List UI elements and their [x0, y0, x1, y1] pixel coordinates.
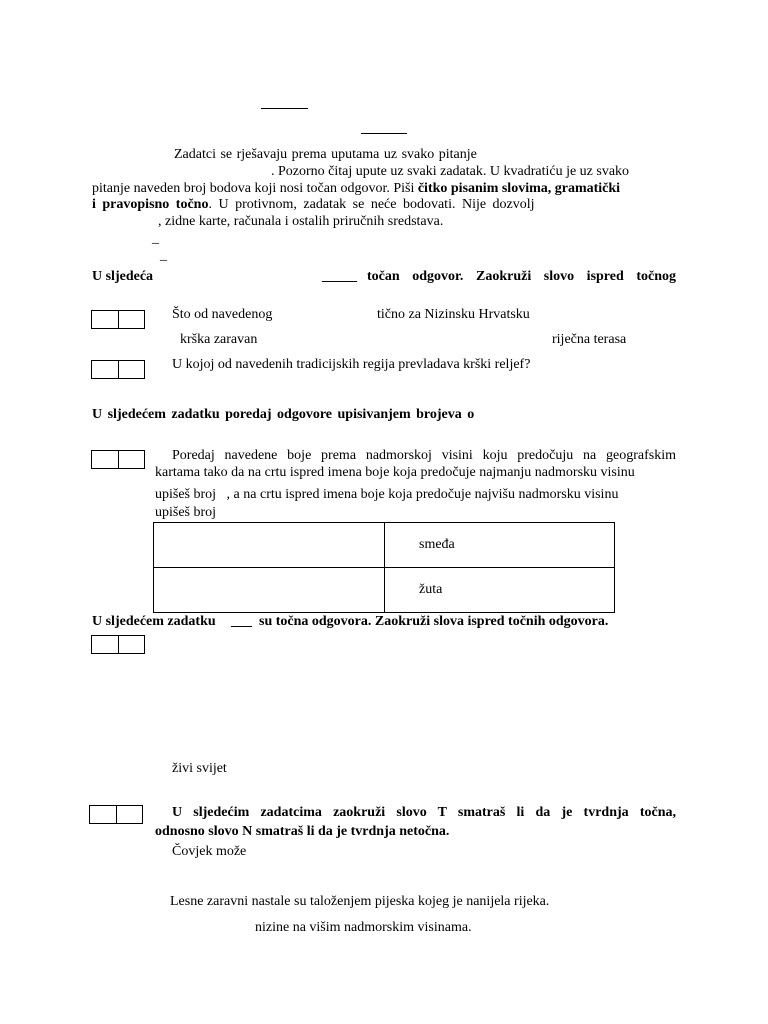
instructions-line-3: [92, 180, 676, 197]
points-box-q1[interactable]: [91, 310, 145, 329]
tf-question-3: nizine na višim nadmorskim visinama.: [255, 920, 472, 935]
section1-heading-blank[interactable]: _____: [322, 269, 357, 284]
q4-item-zivi-svijet[interactable]: živi svijet: [172, 761, 227, 776]
instructions-line-2: . Pozorno čitaj upute uz svaki zadatak. U kvadratiću je uz svako: [271, 164, 630, 179]
header-blank-line-1[interactable]: [261, 108, 308, 109]
points-box-q2-cell-2[interactable]: [118, 361, 145, 378]
q2-text: U kojoj od navedenih tradicijskih regija prevladava krški reljef?: [172, 357, 531, 372]
color-name-cell: smeđa: [385, 523, 615, 568]
instructions-dash-2: _: [160, 248, 167, 263]
points-box-q5-cell-2[interactable]: [116, 806, 143, 823]
points-box-q1-cell-1[interactable]: [92, 311, 118, 328]
points-box-q3-cell-2[interactable]: [118, 451, 145, 468]
section3-heading-blank[interactable]: ___: [231, 614, 252, 629]
instructions-line-1: Zadatci se rješavaju prema uputama uz svako pitanje: [174, 147, 477, 162]
instructions-line-4-text: . U protivnom, zadatak se neće bodovati. Nije dozvolj: [208, 197, 535, 212]
section3-heading-end: su točna odgovora. Zaokruži slova ispred točnih odgovora.: [259, 614, 609, 629]
points-box-q1-cell-2[interactable]: [118, 311, 145, 328]
instructions-dash-1: _: [152, 231, 159, 246]
section4-line-2: odnosno slovo N smatraš li da je tvrdnja netočna.: [155, 824, 450, 839]
points-box-q5[interactable]: [89, 805, 143, 824]
color-name-cell: žuta: [385, 568, 615, 613]
q3-line-2: kartama tako da na crtu ispred imena boje koja predočuje najmanju nadmorsku visinu: [155, 465, 635, 480]
instructions-line-4: [92, 196, 535, 213]
header-blank-line-2[interactable]: [361, 133, 407, 134]
tf-question-1: Čovjek može: [172, 844, 247, 859]
instructions-line-3-text: pitanje naveden broj bodova koji nosi točan odgovor. Piši: [92, 181, 418, 196]
instructions-line-3-bold: čitko pisanim slovima, gramatički: [417, 181, 621, 196]
table-row: [154, 568, 615, 613]
points-box-q2[interactable]: [91, 360, 145, 379]
section1-heading-start: U sljedeća: [92, 269, 154, 284]
points-box-q3-cell-1[interactable]: [92, 451, 118, 468]
section1-heading-end: točan odgovor. Zaokruži slovo ispred točnog: [367, 269, 676, 284]
points-box-q4-cell-2[interactable]: [118, 636, 145, 653]
instructions-line-5: , zidne karte, računala i ostalih priručnih sredstava.: [158, 214, 444, 229]
points-box-q3[interactable]: [91, 450, 145, 469]
table-row: [154, 523, 615, 568]
q3-line-4: upišeš broj: [155, 505, 217, 520]
instructions-line-4-bold: i pravopisno točno: [92, 197, 209, 212]
q1-text-start: Što od navedenog: [172, 307, 273, 322]
points-box-q4-cell-1[interactable]: [92, 636, 118, 653]
tf-question-2: Lesne zaravni nastale su taloženjem pijeska kojeg je nanijela rijeka.: [170, 894, 550, 909]
order-number-cell[interactable]: [154, 568, 385, 613]
section3-heading-start: U sljedećem zadatku: [92, 614, 216, 629]
points-box-q4[interactable]: [91, 635, 145, 654]
q1-option-krska-zaravan[interactable]: krška zaravan: [180, 332, 258, 347]
q3-line-1: Poredaj navedene boje prema nadmorskoj visini koju predočuju na geografskim: [172, 448, 676, 463]
q1-option-rijecna-terasa[interactable]: riječna terasa: [552, 332, 627, 347]
q3-line-3: upišeš broj , a na crtu ispred imena boje koja predočuje najvišu nadmorsku visinu: [155, 487, 619, 502]
section2-heading: U sljedećem zadatku poredaj odgovore upisivanjem brojeva o: [92, 407, 475, 422]
section4-line-1: U sljedećim zadatcima zaokruži slovo T smatraš li da je tvrdnja točna,: [172, 805, 676, 820]
points-box-q5-cell-1[interactable]: [90, 806, 116, 823]
color-ordering-table: [153, 522, 615, 613]
points-box-q2-cell-1[interactable]: [92, 361, 118, 378]
q1-text-end: tično za Nizinsku Hrvatsku: [377, 307, 530, 322]
order-number-cell[interactable]: [154, 523, 385, 568]
